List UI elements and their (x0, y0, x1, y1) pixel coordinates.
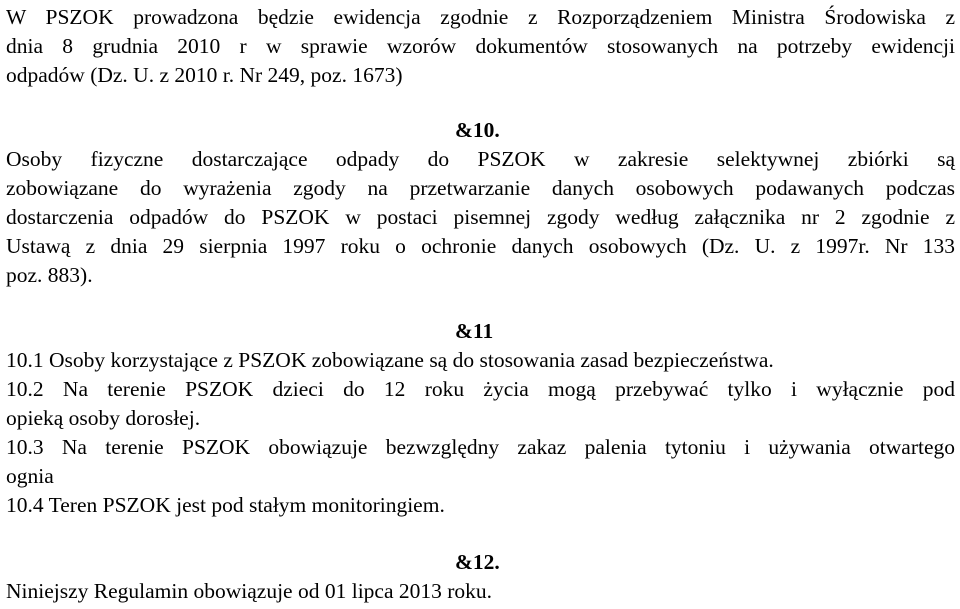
section-10-line-1: Osoby fizyczne dostarczające odpady do PSZOK w zakresie selektywnej zbiórki są (6, 147, 955, 171)
section-10-heading: &10. (455, 118, 500, 142)
section-11-item-2-line-1: 10.2 Na terenie PSZOK dzieci do 12 roku życia mogą przebywać tylko i wyłącznie pod (6, 377, 955, 401)
section-9-line-3: odpadów (Dz. U. z 2010 r. Nr 249, poz. 1673) (6, 63, 403, 87)
section-11-item-3-line-2: ognia (6, 464, 54, 488)
section-11-heading: &11 (455, 319, 494, 343)
section-10-line-3: dostarczenia odpadów do PSZOK w postaci pisemnej zgody według załącznika nr 2 zgodnie z (6, 205, 955, 229)
section-9-line-1: W PSZOK prowadzona będzie ewidencja zgodnie z Rozporządzeniem Ministra Środowiska z (6, 5, 955, 29)
section-10-line-2: zobowiązane do wyrażenia zgody na przetwarzanie danych osobowych podawanych podczas (6, 176, 955, 200)
section-12-text: Niniejszy Regulamin obowiązuje od 01 lipca 2013 roku. (6, 579, 493, 603)
section-10-line-4: Ustawą z dnia 29 sierpnia 1997 roku o ochronie danych osobowych (Dz. U. z 1997r. Nr 133 (6, 234, 955, 258)
section-11-item-3-line-1: 10.3 Na terenie PSZOK obowiązuje bezwzględny zakaz palenia tytoniu i używania otwartego (6, 435, 955, 459)
section-11-item-4: 10.4 Teren PSZOK jest pod stałym monitoringiem. (6, 493, 445, 517)
section-12-heading: &12. (455, 550, 500, 574)
section-11-item-2-line-2: opieką osoby dorosłej. (6, 406, 201, 430)
section-10-line-5: poz. 883). (6, 263, 93, 287)
section-11-item-1: 10.1 Osoby korzystające z PSZOK zobowiązane są do stosowania zasad bezpieczeństwa. (6, 348, 774, 372)
section-9-line-2: dnia 8 grudnia 2010 r w sprawie wzorów dokumentów stosowanych na potrzeby ewidencji (6, 34, 955, 58)
